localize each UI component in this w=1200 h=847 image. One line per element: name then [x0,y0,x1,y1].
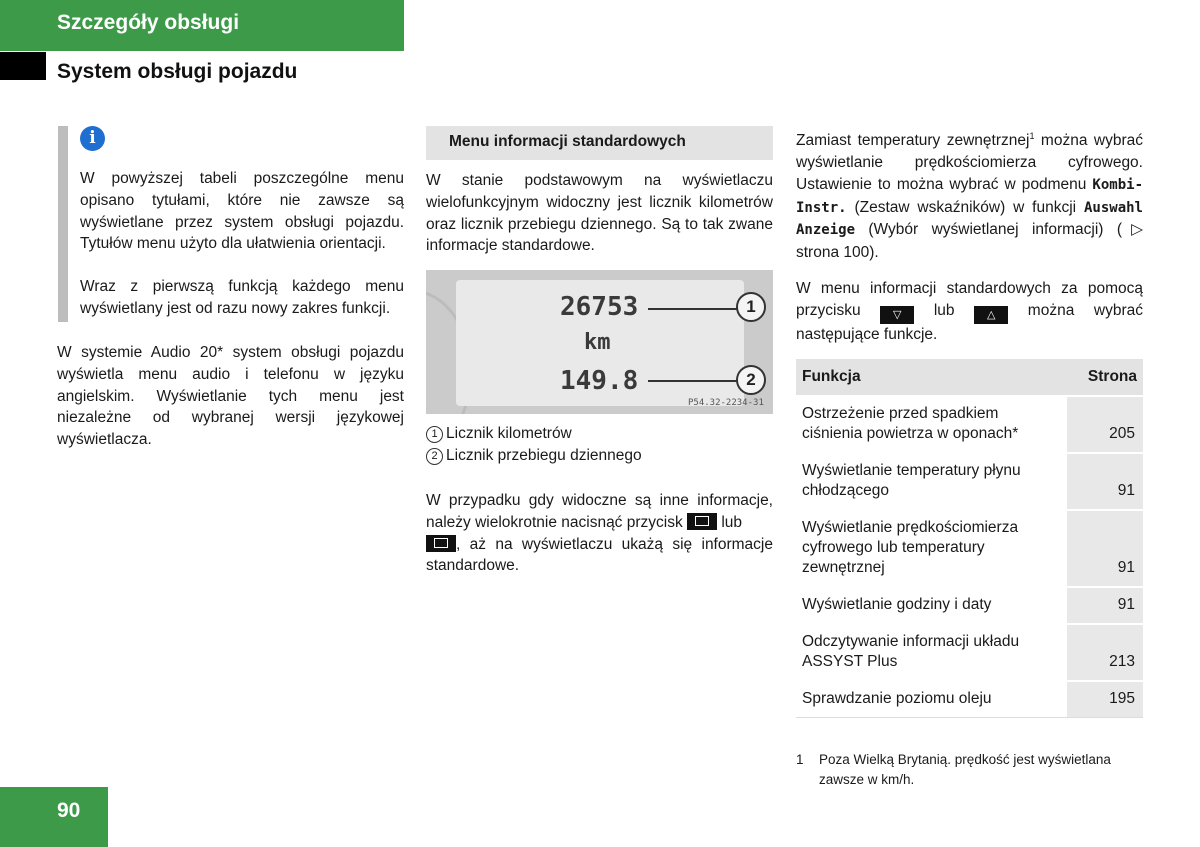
table-row [796,587,1143,624]
speedometer-text-c: (Zestaw wskaźników) w funkcji [846,198,1084,216]
menu-heading-box [426,126,773,160]
function-or: lub [933,301,955,319]
footnote-number: 1 [796,752,804,767]
page-number: 90 [57,799,81,822]
table-header-row [796,359,1143,396]
table-row [796,396,1143,453]
page-title: System obsługi pojazdu [57,60,298,83]
function-cell: Wyświetlanie godziny i daty [796,587,1067,624]
instruction-text-b: , aż na wyświetlaczu ukażą się informacje standardowe. [426,535,773,575]
table-row [796,681,1143,718]
callout-line-2 [648,380,738,382]
speedometer-text-d: (Wybór wyświetlanej informacji) (▷ strona 100). [796,221,1143,262]
trip-reading: 149.8 [560,366,639,396]
footnote-text: Poza Wielką Brytanią. prędkość jest wyświetlana zawsze w km/h. [819,752,1111,787]
page-cell: 213 [1067,624,1143,681]
speedometer-paragraph [796,126,1143,264]
page-cell: 91 [1067,510,1143,587]
callout-1: 1 [736,292,766,322]
arrow-up-button-icon: △ [974,306,1008,324]
image-code: P54.32-2234-31 [688,398,764,408]
function-text-a: W menu informacji standardowych za pomocą przycisku [796,280,1143,319]
legend-text: Licznik przebiegu dziennego [446,447,642,464]
function-cell: Wyświetlanie prędkościomierza cyfrowego lub temperatury zewnętrznej [796,510,1067,587]
callout-line-1 [648,308,738,310]
function-cell: Odczytywanie informacji układu ASSYST Plus [796,624,1067,681]
odometer-reading: 26753 [560,292,639,322]
table-row [796,510,1143,587]
page-cell: 205 [1067,396,1143,453]
function-select-paragraph [796,278,1143,346]
table-row [796,453,1143,510]
legend-item [426,447,642,465]
info-box-bar [58,126,68,322]
page-cell: 91 [1067,453,1143,510]
menu-name-auswahl: Auswahl Anzeige [796,199,1143,239]
standard-info-paragraph: W stanie podstawowym na wyświetlaczu wielofunkcyjnym widoczny jest licznik kilometrów oraz licznik przebiegu dziennego. Są to tak zwane informacje standardowe. [426,172,773,255]
info-icon: i [80,126,105,151]
page-cell: 91 [1067,587,1143,624]
legend-number: 2 [426,448,443,465]
display-back-button-icon [687,513,717,530]
function-cell: Wyświetlanie temperatury płynu chłodzącego [796,453,1067,510]
function-cell: Ostrzeżenie przed spadkiem ciśnienia powietrza w oponach* [796,396,1067,453]
audio-paragraph: W systemie Audio 20* system obsługi pojazdu wyświetla menu audio i telefonu w języku angielskim. Wyświetlanie tych menu jest niezależne od wybranej wersji językowej wyświetlacza. [57,344,404,449]
subsection-marker [0,52,46,80]
button-instructions-paragraph [426,490,773,577]
arrow-down-button-icon: ▽ [880,306,914,324]
functions-table [796,359,1143,718]
legend-item [426,425,572,443]
instruction-or: lub [721,513,743,531]
info-paragraph-1: W powyższej tabeli poszczególne menu opisano tytułami, które nie zawsze są wyświetlane przez system obsługi pojazdu. Tytułów menu użyto dla ułatwienia orientacji. [80,170,404,253]
instruction-text-a: W przypadku gdy widoczne są inne informacje, należy wielokrotnie nacisnąć przycisk [426,492,773,531]
legend-number: 1 [426,426,443,443]
column-header-page: Strona [1067,359,1143,396]
odometer-unit: km [584,330,611,355]
page-cell: 195 [1067,681,1143,718]
column-header-function: Funkcja [796,359,1067,396]
legend-text: Licznik kilometrów [446,425,572,442]
page-number-box [0,787,108,847]
speedometer-text-b: można wybrać wyświetlanie prędkościomierza cyfrowego. Ustawienie to można wybrać w podmenu [796,132,1144,193]
function-text-b: można wybrać następujące funkcje. [796,301,1144,343]
speedometer-text-a: Zamiast temperatury zewnętrznej [796,132,1030,150]
menu-heading: Menu informacji standardowych [449,133,686,150]
display-forward-button-icon [426,535,456,552]
table-row [796,624,1143,681]
section-title: Szczegóły obsługi [57,11,240,34]
menu-name-kombi: Kombi-Instr. [796,176,1143,216]
function-cell: Sprawdzanie poziomu oleju [796,681,1067,718]
info-paragraph-2: Wraz z pierwszą funkcją każdego menu wyświetlany jest od razu nowy zakres funkcji. [80,278,404,317]
callout-2: 2 [736,365,766,395]
footnote-ref: 1 [1029,131,1035,141]
instrument-display-image [426,270,773,414]
